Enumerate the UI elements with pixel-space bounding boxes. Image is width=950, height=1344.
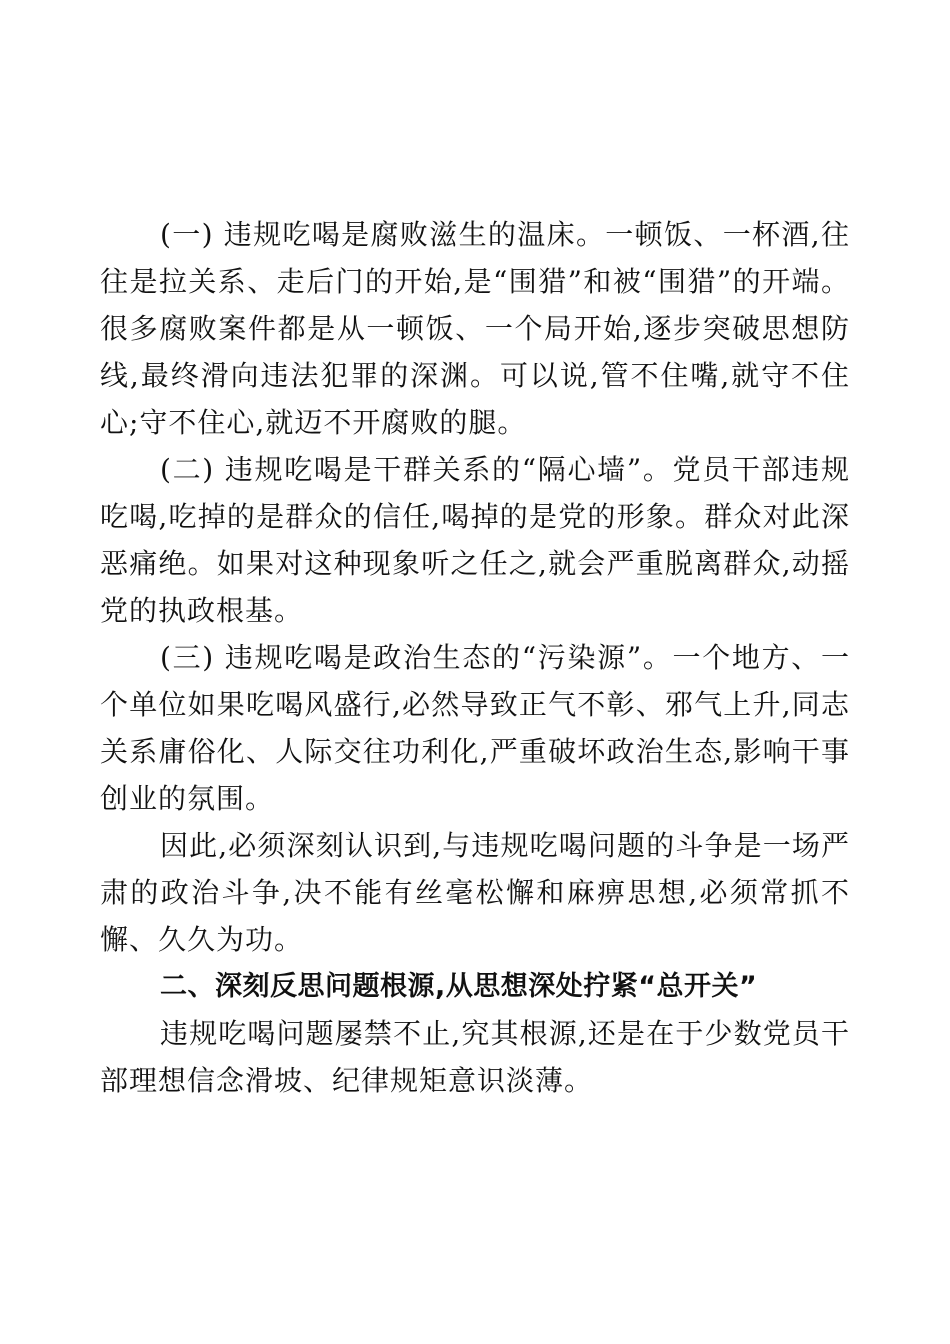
section-heading: 二、深刻反思问题根源,从思想深处拧紧“总开关” bbox=[160, 971, 758, 1002]
document-body bbox=[100, 211, 850, 1104]
paragraph-corruption-breeding: (一) 违规吃喝是腐败滋生的温床。一顿饭、一杯酒,往往是拉关系、走后门的开始,是“围猎”和被“围猎”的开端。很多腐败案件都是从一顿饭、一个局开始,逐步突破思想防线,最终滑向违法犯罪的深渊。可以说,管不住嘴,就守不住心;守不住心,就迈不开腐败的腿。 bbox=[100, 218, 850, 439]
paragraph-political-ecology: (三) 违规吃喝是政治生态的“污染源”。一个地方、一个单位如果吃喝风盛行,必然导致正气不彰、邪气上升,同志关系庸俗化、人际交往功利化,严重破坏政治生态,影响干事创业的氛围。 bbox=[100, 641, 850, 815]
paragraph-cadre-mass-relations: (二) 违规吃喝是干群关系的“隔心墙”。党员干部违规吃喝,吃掉的是群众的信任,喝掉的是党的形象。群众对此深恶痛绝。如果对这种现象听之任之,就会严重脱离群众,动摇党的执政根基。 bbox=[100, 453, 850, 627]
paragraph-conclusion: 因此,必须深刻认识到,与违规吃喝问题的斗争是一场严肃的政治斗争,决不能有丝毫松懈和麻痹思想,必须常抓不懈、久久为功。 bbox=[100, 829, 850, 956]
paragraph-root-cause: 违规吃喝问题屡禁不止,究其根源,还是在于少数党员干部理想信念滑坡、纪律规矩意识淡薄。 bbox=[100, 1017, 850, 1097]
